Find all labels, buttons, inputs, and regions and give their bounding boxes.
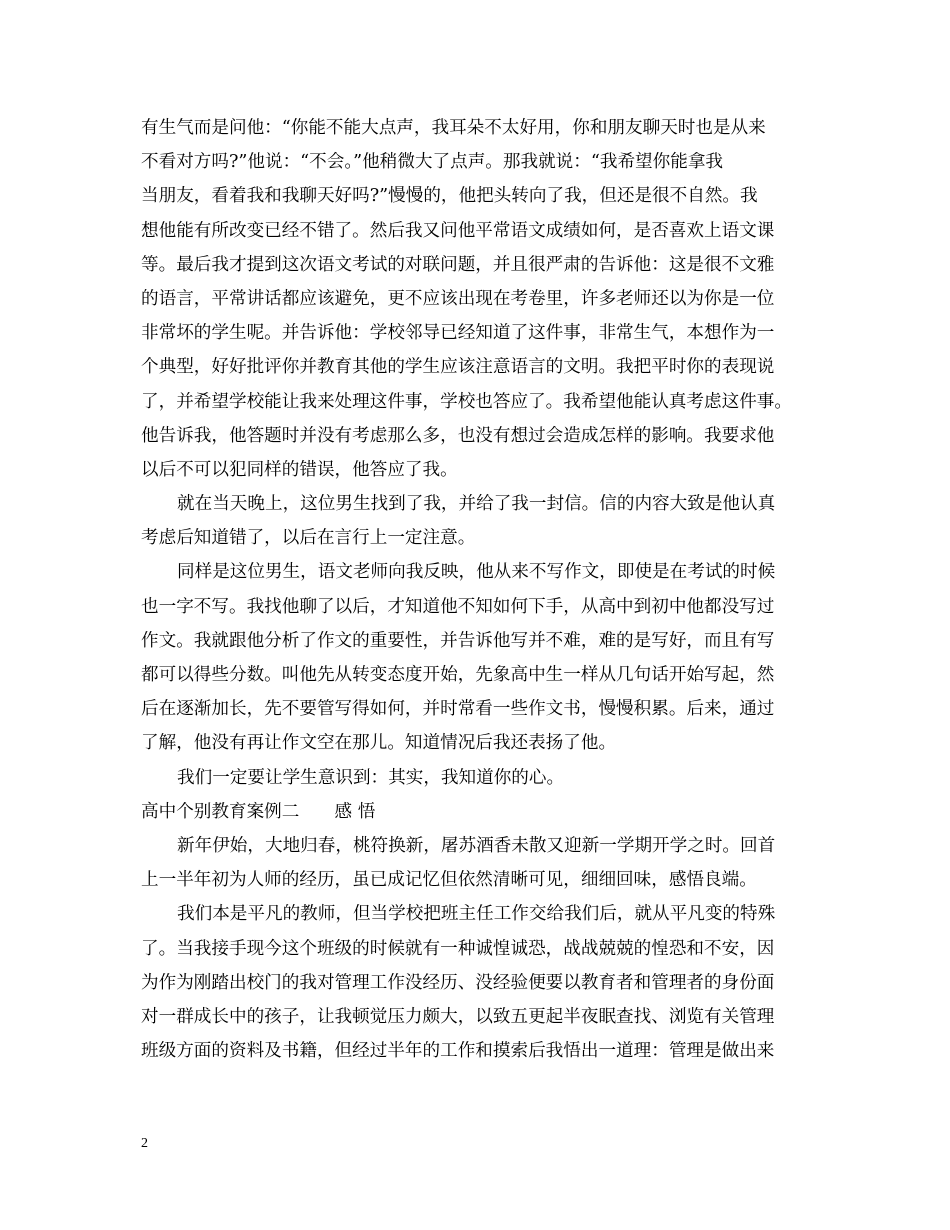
text-line: 都可以得些分数。叫他先从转变态度开始，先象高中生一样从几句话开始写起，然	[141, 665, 775, 685]
text-line: 了。当我接手现今这个班级的时候就有一种诚惶诚恐，战战兢兢的惶恐和不安，因	[141, 938, 775, 959]
text-line: 他告诉我，他答题时并没有考虑那么多，也没有想过会造成怎样的影响。我要求他	[141, 425, 775, 446]
text-line: 的语言，平常讲话都应该避免，更不应该出现在考卷里，许多老师还以为你是一位	[141, 288, 775, 309]
text-line: 不看对方吗?”他说：“不会。”他稍微大了点声。那我就说：“我希望你能拿我	[141, 152, 724, 173]
text-line: 对一群成长中的孩子，让我顿觉压力颇大，以致五更起半夜眠查找、浏览有关管理	[141, 1006, 775, 1027]
text-line: 有生气而是问他：“你能不能大点声，我耳朵不太好用，你和朋友聊天时也是从来	[141, 118, 766, 138]
text-line: 新年伊始，大地归春，桃符换新，屠苏酒香未散又迎新一学期开学之时。回首	[177, 835, 776, 856]
text-line: 班级方面的资料及书籍，但经过半年的工作和摸索后我悟出一道理：管理是做出来	[141, 1041, 775, 1062]
text-line: 作文。我就跟他分析了作文的重要性，并告诉他写并不难，难的是写好，而且有写	[141, 630, 775, 651]
text-line: 考虑后知道错了，以后在言行上一定注意。	[141, 528, 476, 549]
page-number: 2	[141, 1136, 148, 1151]
text-line: 我们本是平凡的教师，但当学校把班主任工作交给我们后，就从平凡变的特殊	[177, 904, 776, 925]
text-line: 也一字不写。我找他聊了以后，才知道他不知如何下手，从高中到初中他都没写过	[141, 596, 775, 617]
text-line: 为作为刚踏出校门的我对管理工作没经历、没经验便要以教育者和管理者的身份面	[141, 972, 775, 993]
text-line: 当朋友，看着我和我聊天好吗?”慢慢的，他把头转向了我，但还是很不自然。我	[141, 186, 758, 207]
text-line: 高中个别教育案例二 感 悟	[141, 801, 376, 822]
text-line: 等。最后我才提到这次语文考试的对联问题，并且很严肃的告诉他：这是很不文雅	[141, 254, 775, 275]
text-line: 了解，他没有再让作文空在那儿。知道情况后我还表扬了他。	[141, 733, 617, 754]
body-text	[141, 111, 831, 1068]
text-line: 个典型，好好批评你并教育其他的学生应该注意语言的文明。我把平时你的表现说	[141, 357, 775, 378]
text-line: 我们一定要让学生意识到：其实，我知道你的心。	[177, 767, 565, 788]
text-line: 以后不可以犯同样的错误，他答应了我。	[141, 459, 458, 480]
text-line: 上一半年初为人师的经历，虽已成记忆但依然清晰可见，细细回味，感悟良端。	[141, 870, 757, 891]
text-line: 了，并希望学校能让我来处理这件事，学校也答应了。我希望他能认真考虑这件事。	[141, 391, 792, 412]
text-line: 就在当天晚上，这位男生找到了我，并给了我一封信。信的内容大致是他认真	[177, 494, 776, 515]
text-line: 后在逐渐加长，先不要管写得如何，并时常看一些作文书，慢慢积累。后来，通过	[141, 699, 775, 720]
text-line: 非常坏的学生呢。并告诉他：学校邻导已经知道了这件事，非常生气，本想作为一	[141, 323, 775, 344]
text-line: 同样是这位男生，语文老师向我反映，他从来不写作文，即使是在考试的时候	[177, 562, 776, 583]
text-line: 想他能有所改变已经不错了。然后我又问他平常语文成绩如何，是否喜欢上语文课	[141, 220, 775, 241]
